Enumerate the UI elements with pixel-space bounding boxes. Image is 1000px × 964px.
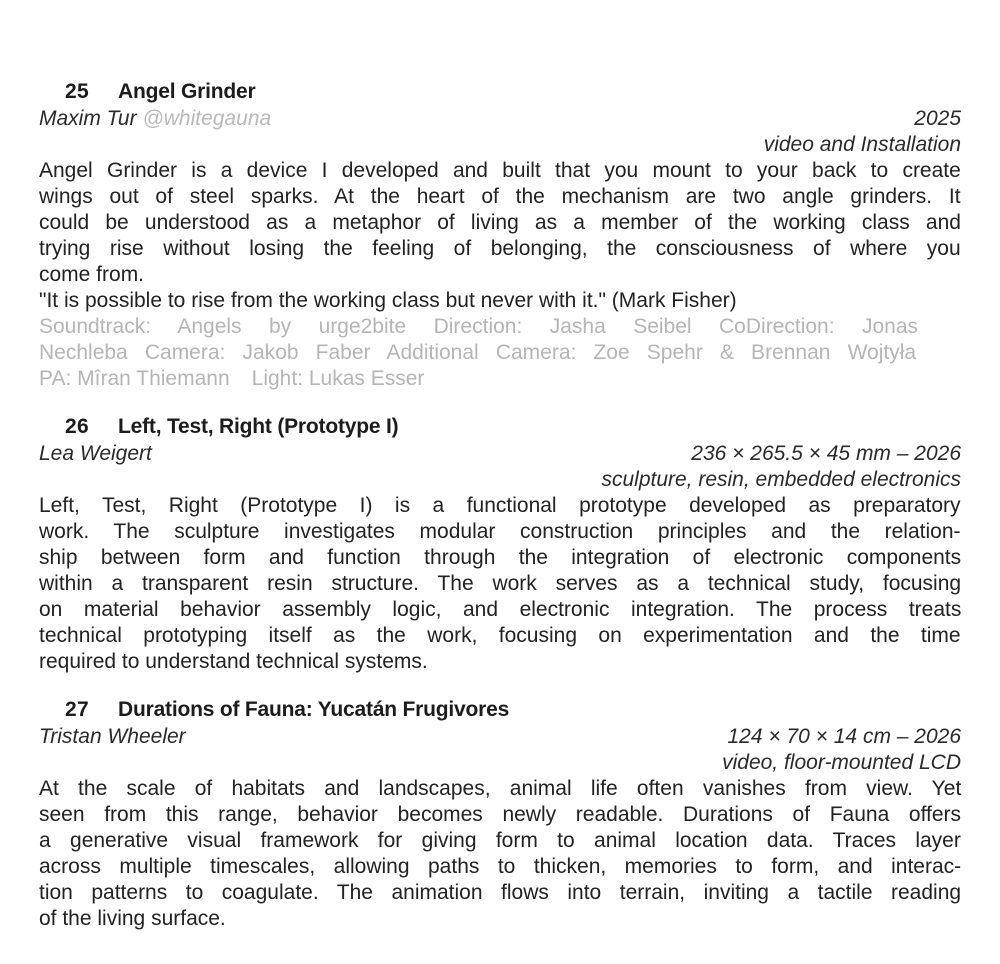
- catalogue-entry-27: [39, 696, 961, 932]
- entry-meta-row: [39, 441, 961, 467]
- description-line: wings out of steel sparks. At the heart of the mechanism are two angle grinders. It: [39, 185, 961, 208]
- credit-light: Light: Lukas Esser: [251, 367, 425, 390]
- entry-title: Angel Grinder: [118, 80, 256, 103]
- credits-line: Nechleba Camera: Jakob Faber Additional Camera: Zoe Spehr & Brennan Wojtyła: [39, 341, 917, 364]
- description-line: on material behavior assembly logic, and electronic integration. The process treats: [39, 598, 962, 621]
- entry-quote: "It is possible to rise from the working class but never with it." (Mark Fisher): [39, 289, 737, 312]
- medium: sculpture, resin, embedded electronics: [601, 468, 961, 491]
- description-line: work. The sculpture investigates modular construction principles and the relation-: [39, 520, 961, 543]
- entry-description: [39, 493, 961, 675]
- entry-number: 27: [65, 698, 89, 721]
- entry-credits: [39, 314, 961, 392]
- credit-pa: PA: Mîran Thiemann: [39, 367, 230, 390]
- entry-title: Left, Test, Right (Prototype I): [118, 415, 399, 438]
- entry-meta-row: [39, 106, 961, 132]
- entry-number: 26: [65, 415, 89, 438]
- catalogue-entry-25: [39, 78, 961, 392]
- description-line: come from.: [39, 263, 145, 286]
- description-line: Left, Test, Right (Prototype I) is a functional prototype developed as preparatory: [39, 494, 961, 517]
- entry-title-row: [39, 413, 961, 441]
- description-line: technical prototyping itself as the work, focusing on experimentation and the time: [39, 624, 961, 647]
- credits-line: [39, 366, 961, 392]
- description-line: ship between form and function through the integration of electronic components: [39, 546, 962, 569]
- artist-credit: [39, 106, 271, 132]
- description-line: could be understood as a metaphor of living as a member of the working class and: [39, 211, 961, 234]
- entry-description: [39, 776, 961, 932]
- dimensions-year: 124 × 70 × 14 cm – 2026: [727, 725, 961, 748]
- artist-handle: @whitegauna: [142, 107, 272, 130]
- credits-line: Soundtrack: Angels by urge2bite Direction: Jasha Seibel CoDirection: Jonas: [39, 315, 919, 338]
- entry-number: 25: [65, 80, 89, 103]
- artist-name: Tristan Wheeler: [39, 725, 186, 748]
- artist-name: Lea Weigert: [39, 442, 152, 465]
- description-line: across multiple timescales, allowing paths to thicken, memories to form, and interac-: [39, 855, 962, 878]
- description-line: seen from this range, behavior becomes newly readable. Durations of Fauna offers: [39, 803, 962, 826]
- medium: video and Installation: [763, 133, 961, 156]
- entry-description: [39, 158, 961, 314]
- catalogue-entry-26: [39, 413, 961, 675]
- description-line: within a transparent resin structure. The work serves as a technical study, focusing: [39, 572, 962, 595]
- medium: video, floor-mounted LCD: [722, 751, 961, 774]
- entry-meta-row: [39, 724, 961, 750]
- description-line: Angel Grinder is a device I developed and built that you mount to your back to create: [39, 159, 961, 182]
- entry-title-row: [39, 78, 961, 106]
- artist-name: Maxim Tur: [39, 107, 137, 130]
- entry-title-row: [39, 696, 961, 724]
- description-line: required to understand technical systems.: [39, 650, 428, 673]
- dimensions-year: 236 × 265.5 × 45 mm – 2026: [691, 442, 961, 465]
- dimensions-year: 2025: [914, 107, 961, 130]
- description-line: of the living surface.: [39, 907, 226, 930]
- catalogue-page: [39, 78, 961, 932]
- description-line: At the scale of habitats and landscapes, animal life often vanishes from view. Yet: [39, 777, 962, 800]
- description-line: a generative visual framework for giving form to animal location data. Traces layer: [39, 829, 961, 852]
- description-line: trying rise without losing the feeling of belonging, the consciousness of where you: [39, 237, 961, 260]
- description-line: tion patterns to coagulate. The animation flows into terrain, inviting a tactile reading: [39, 881, 962, 904]
- entry-title: Durations of Fauna: Yucatán Frugivores: [118, 698, 510, 721]
